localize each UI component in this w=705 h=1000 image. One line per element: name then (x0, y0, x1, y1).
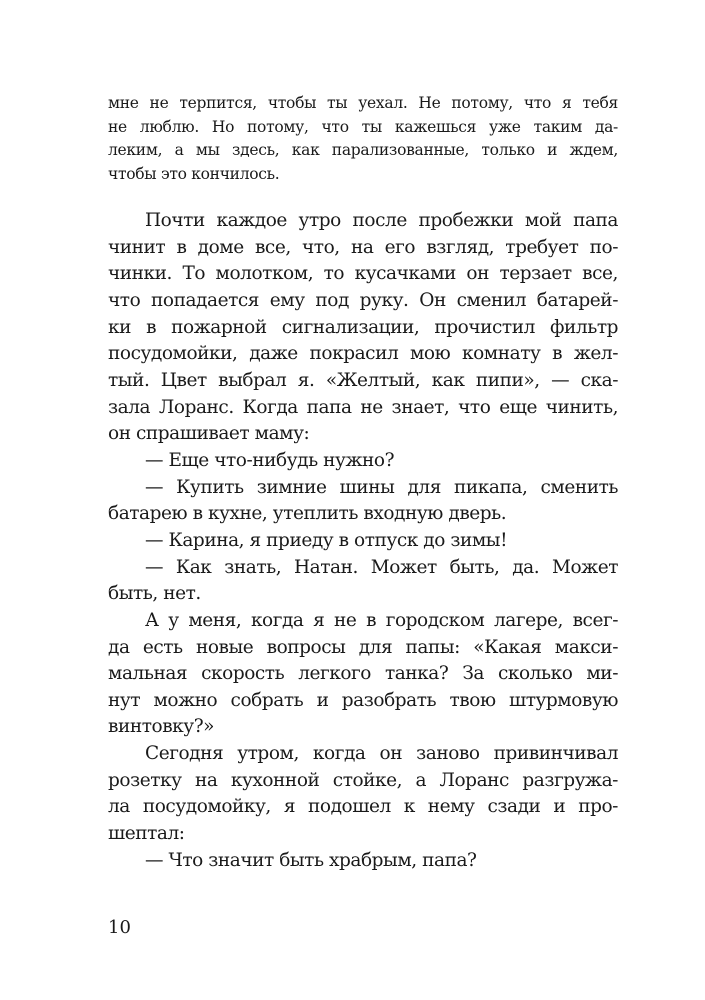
dialogue-line: — Как знать, Натан. Может быть, да. Может (145, 556, 618, 578)
text-line: что попадается ему под руку. Он сменил батарей- (108, 289, 618, 311)
dialogue-line: — Купить зимние шины для пикапа, сменить (145, 476, 618, 498)
text-line: винтовку?» (108, 716, 215, 738)
text-line: чинит в доме все, что, на его взгляд, требует по- (108, 236, 618, 258)
text-line: леким, а мы здесь, как парализованные, только и ждем, (108, 141, 618, 159)
text-line: ла посудомойку, я подошел к нему сзади и про- (108, 796, 618, 818)
text-line: мальная скорость легкого танка? За сколько ми- (108, 663, 618, 685)
text-line: Почти каждое утро после пробежки мой папа (145, 210, 618, 231)
dialogue-line: — Еще что-нибудь нужно? (145, 449, 395, 471)
page-number: 10 (108, 917, 131, 938)
text-line: чинки. То молотком, то кусачками он терзает все, (108, 263, 618, 285)
text-line: батарею в кухне, утеплить входную дверь. (108, 503, 507, 525)
text-line: мне не терпится, чтобы ты уехал. Не потому, что я тебя (108, 94, 618, 112)
text-line: Сегодня утром, когда он заново привинчивал (145, 743, 618, 765)
text-line: розетку на кухонной стойке, а Лоранс разгружа- (108, 769, 618, 791)
text-line: ки в пожарной сигнализации, прочистил фильтр (108, 316, 618, 338)
dialogue-line: — Что значит быть храбрым, папа? (145, 849, 477, 871)
text-line: зала Лоранс. Когда папа не знает, что еще чинить, (108, 396, 618, 418)
text-line: посудомойки, даже покрасил мою комнату в жел- (108, 343, 618, 365)
text-line: А у меня, когда я не в городском лагере, всег- (145, 609, 618, 631)
main-text (108, 208, 618, 874)
text-line: шептал: (108, 823, 185, 845)
text-line: нут можно собрать и разобрать твою штурмовую (108, 689, 618, 711)
dialogue-line: — Карина, я приеду в отпуск до зимы! (145, 529, 508, 551)
text-line: да есть новые вопросы для папы: «Какая макси- (108, 636, 618, 658)
text-line: тый. Цвет выбрал я. «Желтый, как пипи», — ска- (108, 369, 618, 391)
intro-paragraph (108, 92, 618, 186)
text-line: быть, нет. (108, 583, 201, 605)
text-line: чтобы это кончилось. (108, 164, 280, 183)
text-line: не люблю. Но потому, что ты кажешься уже таким да- (108, 117, 618, 136)
text-line: он спрашивает маму: (108, 423, 310, 445)
